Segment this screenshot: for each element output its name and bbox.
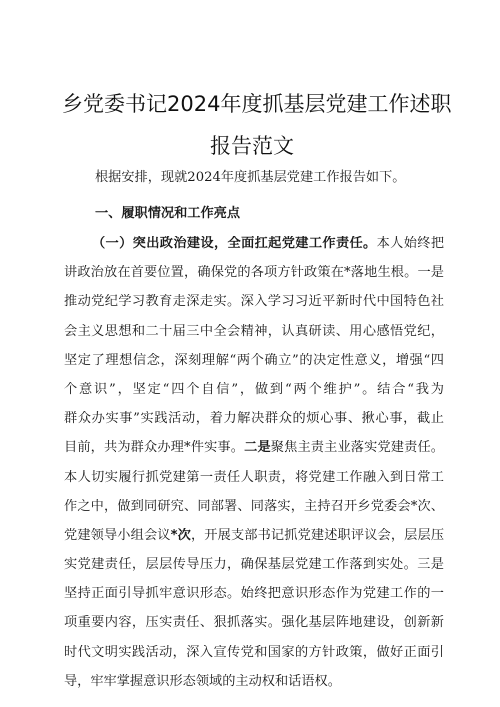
- paragraph-line: [64, 557, 444, 586]
- paragraph-line: [64, 324, 444, 353]
- paragraph-line: [64, 265, 444, 294]
- document-title: 乡党委书记2024年度抓基层党建工作述职: [62, 92, 452, 116]
- text-segment: 聚焦主责主业落实党建责任。: [270, 440, 444, 456]
- bold-text-segment: 二是: [244, 440, 271, 456]
- paragraph-line: [64, 294, 444, 323]
- paragraph-line: [64, 615, 444, 644]
- text-segment: ，开展支部书记抓党建述职评议会，层层压: [190, 527, 444, 543]
- text-segment: 目前，共为群众办理*件实事。: [64, 440, 245, 456]
- bold-text-segment: （一）突出政治建设，全面扛起党建工作责任。: [92, 236, 377, 251]
- text-segment: 本人切实履行抓党建第一责任人职责，将党建工作融入到日常工: [64, 469, 444, 485]
- paragraph-line: [64, 528, 444, 557]
- body-paragraph: [64, 236, 444, 703]
- text-segment: 本人始终把: [376, 236, 444, 251]
- paragraph-line: [64, 470, 444, 499]
- document-title-continued: 报告范文: [210, 134, 294, 158]
- text-segment: 讲政治放在首要位置，确保党的各项方针政策在*落地生根。一是: [64, 265, 444, 281]
- paragraph-line: [64, 353, 444, 382]
- bold-text-segment: *次: [170, 527, 191, 543]
- text-segment: 实党建责任，层层传导压力，确保基层党建工作落到实处。三是: [64, 557, 444, 573]
- paragraph-line: [64, 586, 444, 615]
- text-segment: 作之中，做到同研究、同部署、同落实，主持召开乡党委会*次、: [64, 498, 444, 514]
- text-segment: 坚定了理想信念，深刻理解“两个确立”的决定性意义，增强“四: [64, 352, 444, 368]
- paragraph-line: [64, 645, 444, 674]
- section-heading: 一、履职情况和工作亮点: [95, 206, 241, 221]
- text-segment: 项重要内容，压实责任、狠抓落实。强化基层阵地建设，创新新: [64, 615, 444, 631]
- text-segment: 坚持正面引导抓牢意识形态。始终把意识形态作为党建工作的一: [64, 586, 444, 602]
- paragraph-line: [64, 440, 444, 469]
- paragraph-line: [64, 499, 444, 528]
- text-segment: 个意识”，坚定“四个自信”，做到“两个维护”。结合“我为: [64, 381, 444, 397]
- text-segment: 党建领导小组会议: [64, 527, 171, 543]
- paragraph-line: [64, 236, 444, 265]
- paragraph-line: [64, 674, 444, 703]
- paragraph-line: [64, 382, 444, 411]
- text-segment: 时代文明实践活动，深入宣传党和国家的方针政策，做好正面引: [64, 644, 444, 660]
- text-segment: 会主义思想和二十届三中全会精神，认真研读、用心感悟党纪，: [64, 323, 444, 339]
- intro-paragraph: 根据安排，现就2024年度抓基层党建工作报告如下。: [95, 170, 406, 185]
- text-segment: 导，牢牢掌握意识形态领域的主动权和话语权。: [64, 673, 341, 689]
- text-segment: 推动党纪学习教育走深走实。深入学习习近平新时代中国特色社: [64, 294, 444, 310]
- text-segment: 群众办实事”实践活动，着力解决群众的烦心事、揪心事，截止: [64, 411, 444, 427]
- paragraph-line: [64, 411, 444, 440]
